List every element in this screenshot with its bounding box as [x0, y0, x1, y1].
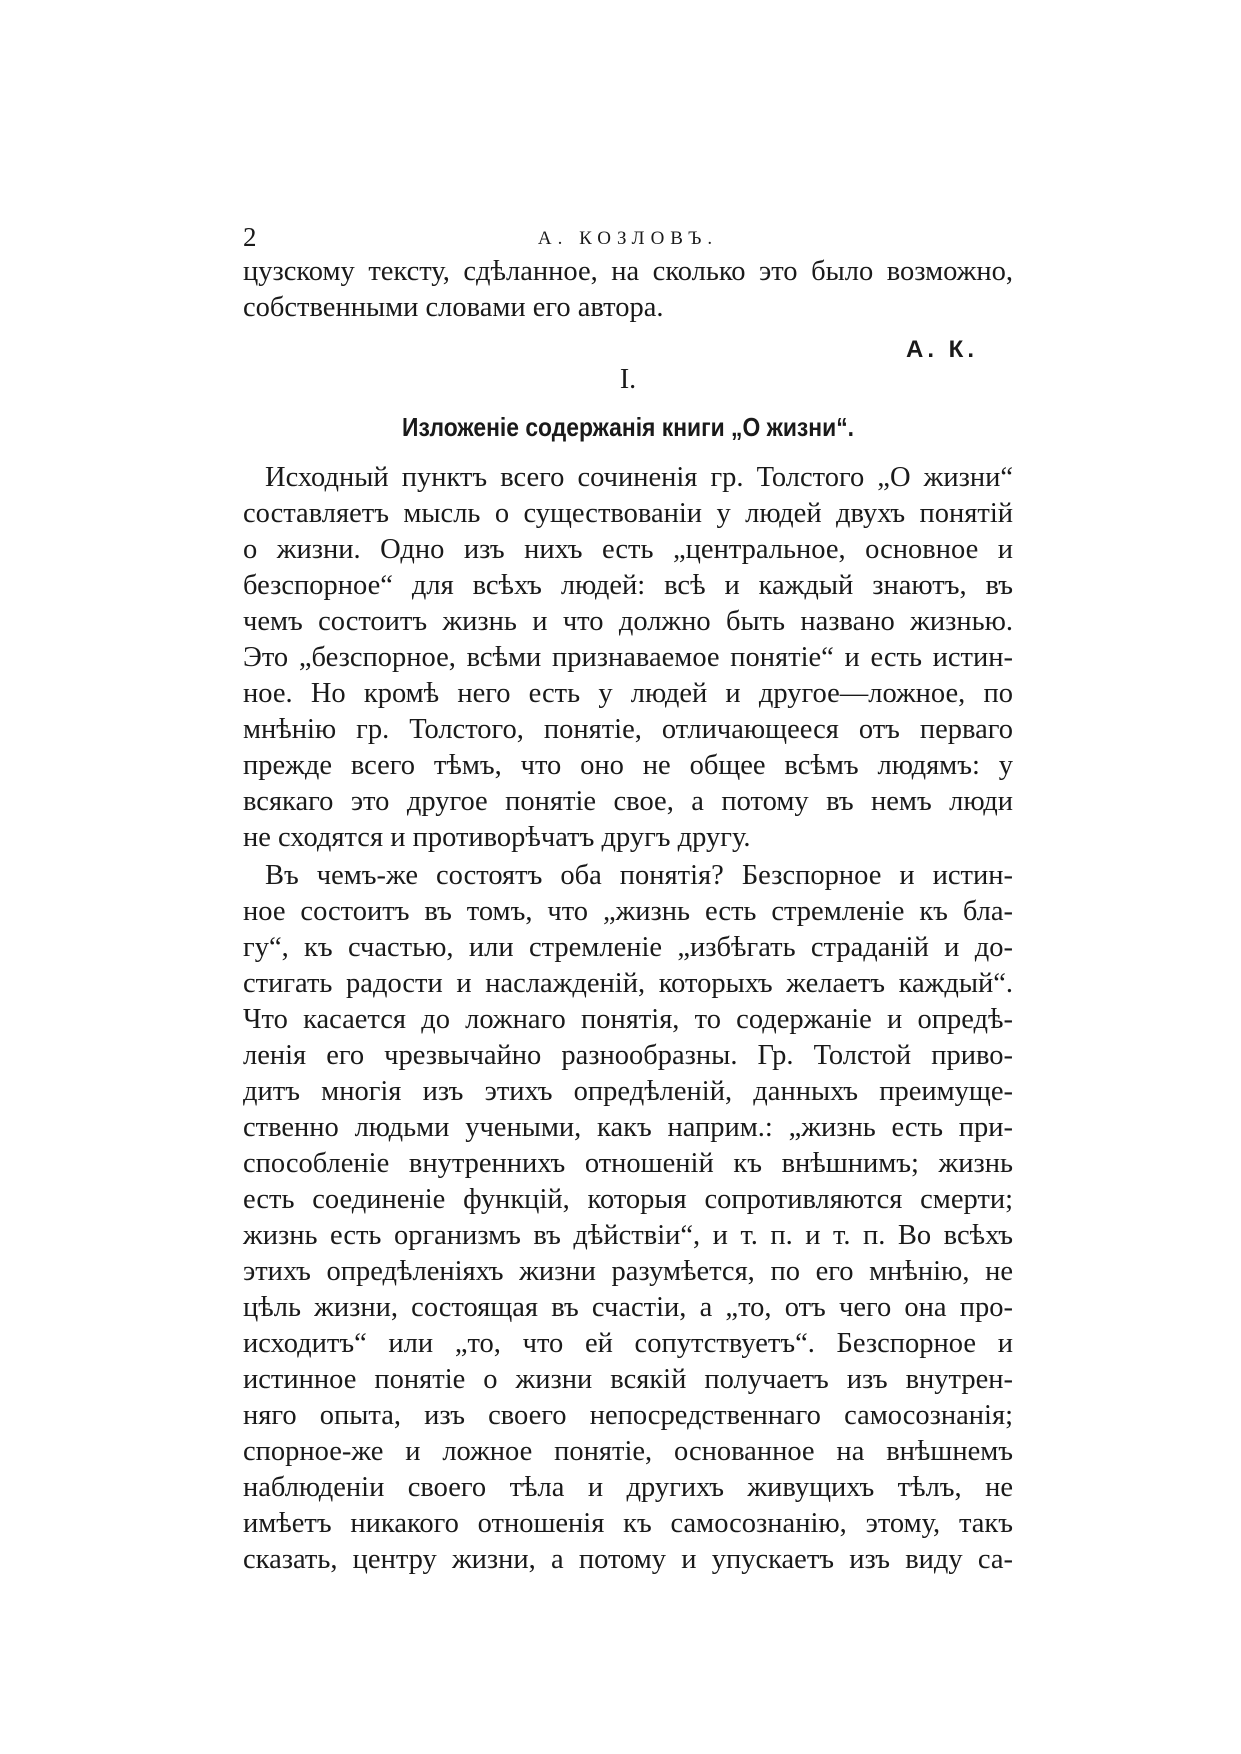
paragraph-line: о жизни. Одно изъ нихъ есть „центральное, основное и: [243, 534, 1013, 565]
chapter-number: I.: [619, 364, 637, 395]
paragraph-line: составляетъ мысль о существованіи у людей двухъ понятій: [243, 498, 1013, 529]
paragraph-line: этихъ опредѣленіяхъ жизни разумѣется, по его мнѣнію, не: [243, 1256, 1013, 1287]
paragraph-line: ное. Но кромѣ него есть у людей и другое—ложное, по: [243, 678, 1013, 709]
intro-line: собственными словами его автора.: [243, 292, 664, 323]
paragraph-line: истинное понятіе о жизни всякій получаетъ изъ внутрен-: [243, 1364, 1013, 1395]
paragraph-line: мнѣнію гр. Толстого, понятіе, отличающееся отъ перваго: [243, 714, 1013, 745]
paragraph-line: способленіе внутреннихъ отношеній къ внѣшнимъ; жизнь: [243, 1148, 1013, 1179]
paragraph-line: няго опыта, изъ своего непосредственнаго самосознанія;: [243, 1400, 1013, 1431]
paragraph-line: исходитъ“ или „то, что ей сопутствуетъ“. Безспорное и: [243, 1328, 1013, 1359]
paragraph-line: цѣль жизни, состоящая въ счастіи, а „то, отъ чего она про-: [243, 1292, 1013, 1323]
paragraph-line: Въ чемъ-же состоятъ оба понятія? Безспорное и истин-: [265, 860, 1013, 891]
paragraph-line: ленія его чрезвычайно разнообразны. Гр. Толстой приво-: [243, 1040, 1013, 1071]
paragraph-line: ственно людьми учеными, какъ наприм.: „жизнь есть при-: [243, 1112, 1013, 1143]
paragraph-line: безспорное“ для всѣхъ людей: всѣ и каждый знаютъ, въ: [243, 570, 1013, 601]
paragraph-line: Это „безспорное, всѣми признаваемое понятіе“ и есть истин-: [243, 642, 1013, 673]
paragraph-line: не сходятся и противорѣчатъ другъ другу.: [243, 822, 751, 853]
paragraph-line: жизнь есть организмъ въ дѣйствіи“, и т. п. и т. п. Во всѣхъ: [243, 1220, 1013, 1251]
intro-line: цузскому тексту, сдѣланное, на сколько это было возможно,: [243, 256, 1013, 287]
paragraph-line: дитъ многія изъ этихъ опредѣленій, данныхъ преимуще-: [243, 1076, 1013, 1107]
chapter-title: Изложеніе содержанія книги „О жизни“.: [402, 412, 854, 442]
running-title: А. КОЗЛОВЪ.: [537, 228, 719, 249]
paragraph-line: Что касается до ложнаго понятія, то содержаніе и опредѣ-: [243, 1004, 1013, 1035]
paragraph-line: всякаго это другое понятіе свое, а потому въ немъ люди: [243, 786, 1013, 817]
paragraph-line: стигать радости и наслажденій, которыхъ желаетъ каждый“.: [243, 968, 1013, 999]
paragraph-line: ное состоитъ въ томъ, что „жизнь есть стремленіе къ бла-: [243, 896, 1013, 927]
paragraph-line: Исходный пунктъ всего сочиненія гр. Толстого „О жизни“: [265, 462, 1013, 493]
paragraph-line: наблюденіи своего тѣла и другихъ живущихъ тѣлъ, не: [243, 1472, 1013, 1503]
paragraph-line: имѣетъ никакого отношенія къ самосознанію, этому, такъ: [243, 1508, 1013, 1539]
paragraph-line: сказать, центру жизни, а потому и упускаетъ изъ виду са-: [243, 1544, 1013, 1575]
paragraph-line: есть соединеніе функцій, которыя сопротивляются смерти;: [243, 1184, 1013, 1215]
page-header: [243, 222, 1013, 258]
paragraph-line: прежде всего тѣмъ, что оно не общее всѣмъ людямъ: у: [243, 750, 1013, 781]
signature: А. К.: [906, 336, 978, 363]
page-number: 2: [243, 222, 257, 252]
paragraph-line: гу“, къ счастью, или стремленіе „избѣгать страданій и до-: [243, 932, 1013, 963]
paragraph-line: чемъ состоитъ жизнь и что должно быть названо жизнью.: [243, 606, 1013, 637]
paragraph-line: спорное-же и ложное понятіе, основанное на внѣшнемъ: [243, 1436, 1013, 1467]
